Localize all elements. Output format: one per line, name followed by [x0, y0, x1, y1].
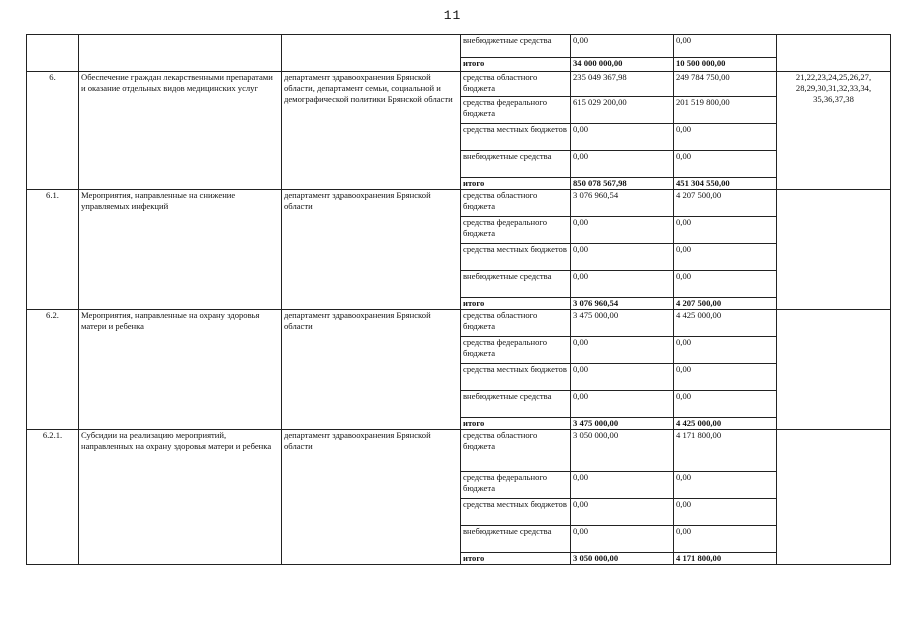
amount-v1: 0,00	[571, 151, 674, 178]
amount-v2: 0,00	[674, 151, 777, 178]
amount-v2: 0,00	[674, 472, 777, 499]
funding-source: итого	[461, 553, 571, 565]
amount-v2: 4 171 800,00	[674, 430, 777, 472]
funding-source: итого	[461, 298, 571, 310]
amount-v2: 0,00	[674, 217, 777, 244]
amount-v2: 0,00	[674, 364, 777, 391]
executor: департамент здравоохранения Брянской области	[282, 430, 461, 565]
amount-v1: 235 049 367,98	[571, 72, 674, 97]
amount-v2: 4 425 000,00	[674, 310, 777, 337]
funding-source: средства федерального бюджета	[461, 97, 571, 124]
funding-source: средства федерального бюджета	[461, 337, 571, 364]
funding-source: итого	[461, 418, 571, 430]
amount-v2: 4 207 500,00	[674, 190, 777, 217]
table-row	[27, 430, 891, 472]
funding-source: средства федерального бюджета	[461, 217, 571, 244]
value-cell: 0,00	[674, 35, 777, 58]
amount-v1: 850 078 567,98	[571, 178, 674, 190]
amount-v1: 0,00	[571, 526, 674, 553]
name-cell	[79, 35, 282, 72]
executor: департамент здравоохранения Брянской области	[282, 310, 461, 430]
item-number: 6.2.	[27, 310, 79, 430]
value-cell: 34 000 000,00	[571, 58, 674, 72]
item-number: 6.	[27, 72, 79, 190]
amount-v2: 4 425 000,00	[674, 418, 777, 430]
amount-v2: 0,00	[674, 391, 777, 418]
num-cell	[27, 35, 79, 72]
funding-source: внебюджетные средства	[461, 526, 571, 553]
indicators	[777, 190, 891, 310]
amount-v2: 249 784 750,00	[674, 72, 777, 97]
table-row	[27, 190, 891, 217]
budget-table	[26, 34, 891, 565]
indicators-cell	[777, 35, 891, 72]
amount-v1: 3 475 000,00	[571, 418, 674, 430]
item-name: Мероприятия, направленные на охрану здоровья матери и ребенка	[79, 310, 282, 430]
amount-v2: 0,00	[674, 499, 777, 526]
amount-v1: 3 076 960,54	[571, 298, 674, 310]
amount-v2: 0,00	[674, 526, 777, 553]
executor-cell	[282, 35, 461, 72]
amount-v1: 3 050 000,00	[571, 553, 674, 565]
amount-v1: 0,00	[571, 499, 674, 526]
amount-v2: 4 207 500,00	[674, 298, 777, 310]
table-row	[27, 310, 891, 337]
amount-v1: 615 029 200,00	[571, 97, 674, 124]
amount-v2: 0,00	[674, 271, 777, 298]
amount-v1: 0,00	[571, 217, 674, 244]
amount-v2: 0,00	[674, 124, 777, 151]
funding-source: средства местных бюджетов	[461, 364, 571, 391]
amount-v2: 4 171 800,00	[674, 553, 777, 565]
item-number: 6.1.	[27, 190, 79, 310]
indicators: 21,22,23,24,25,26,27, 28,29,30,31,32,33,34, 35,36,37,38	[777, 72, 891, 190]
amount-v2: 451 304 550,00	[674, 178, 777, 190]
page-number: 11	[443, 8, 462, 23]
funding-source: средства местных бюджетов	[461, 499, 571, 526]
funding-source: внебюджетные средства	[461, 391, 571, 418]
executor: департамент здравоохранения Брянской области, департамент семьи, социальной и демографической политики Брянской области	[282, 72, 461, 190]
table-row	[27, 35, 891, 58]
amount-v1: 0,00	[571, 271, 674, 298]
item-number: 6.2.1.	[27, 430, 79, 565]
amount-v2: 0,00	[674, 244, 777, 271]
indicators	[777, 310, 891, 430]
funding-source: средства областного бюджета	[461, 310, 571, 337]
funding-source: внебюджетные средства	[461, 151, 571, 178]
funding-source: средства местных бюджетов	[461, 244, 571, 271]
funding-source: средства областного бюджета	[461, 72, 571, 97]
amount-v1: 3 475 000,00	[571, 310, 674, 337]
funding-source: средства областного бюджета	[461, 430, 571, 472]
funding-source: итого	[461, 178, 571, 190]
amount-v1: 0,00	[571, 337, 674, 364]
funding-source: средства федерального бюджета	[461, 472, 571, 499]
funding-source: средства областного бюджета	[461, 190, 571, 217]
item-name: Мероприятия, направленные на снижение управляемых инфекций	[79, 190, 282, 310]
indicators	[777, 430, 891, 565]
item-name: Обеспечение граждан лекарственными препаратами и оказание отдельных видов медицинских услуг	[79, 72, 282, 190]
value-cell: 10 500 000,00	[674, 58, 777, 72]
amount-v1: 0,00	[571, 244, 674, 271]
amount-v1: 0,00	[571, 124, 674, 151]
table-row	[27, 72, 891, 97]
amount-v2: 0,00	[674, 337, 777, 364]
executor: департамент здравоохранения Брянской области	[282, 190, 461, 310]
category-cell: итого	[461, 58, 571, 72]
category-cell: внебюджетные средства	[461, 35, 571, 58]
amount-v2: 201 519 800,00	[674, 97, 777, 124]
funding-source: внебюджетные средства	[461, 271, 571, 298]
amount-v1: 0,00	[571, 364, 674, 391]
amount-v1: 0,00	[571, 472, 674, 499]
amount-v1: 3 050 000,00	[571, 430, 674, 472]
funding-source: средства местных бюджетов	[461, 124, 571, 151]
amount-v1: 3 076 960,54	[571, 190, 674, 217]
value-cell: 0,00	[571, 35, 674, 58]
item-name: Субсидии на реализацию мероприятий, направленных на охрану здоровья матери и ребенка	[79, 430, 282, 565]
amount-v1: 0,00	[571, 391, 674, 418]
